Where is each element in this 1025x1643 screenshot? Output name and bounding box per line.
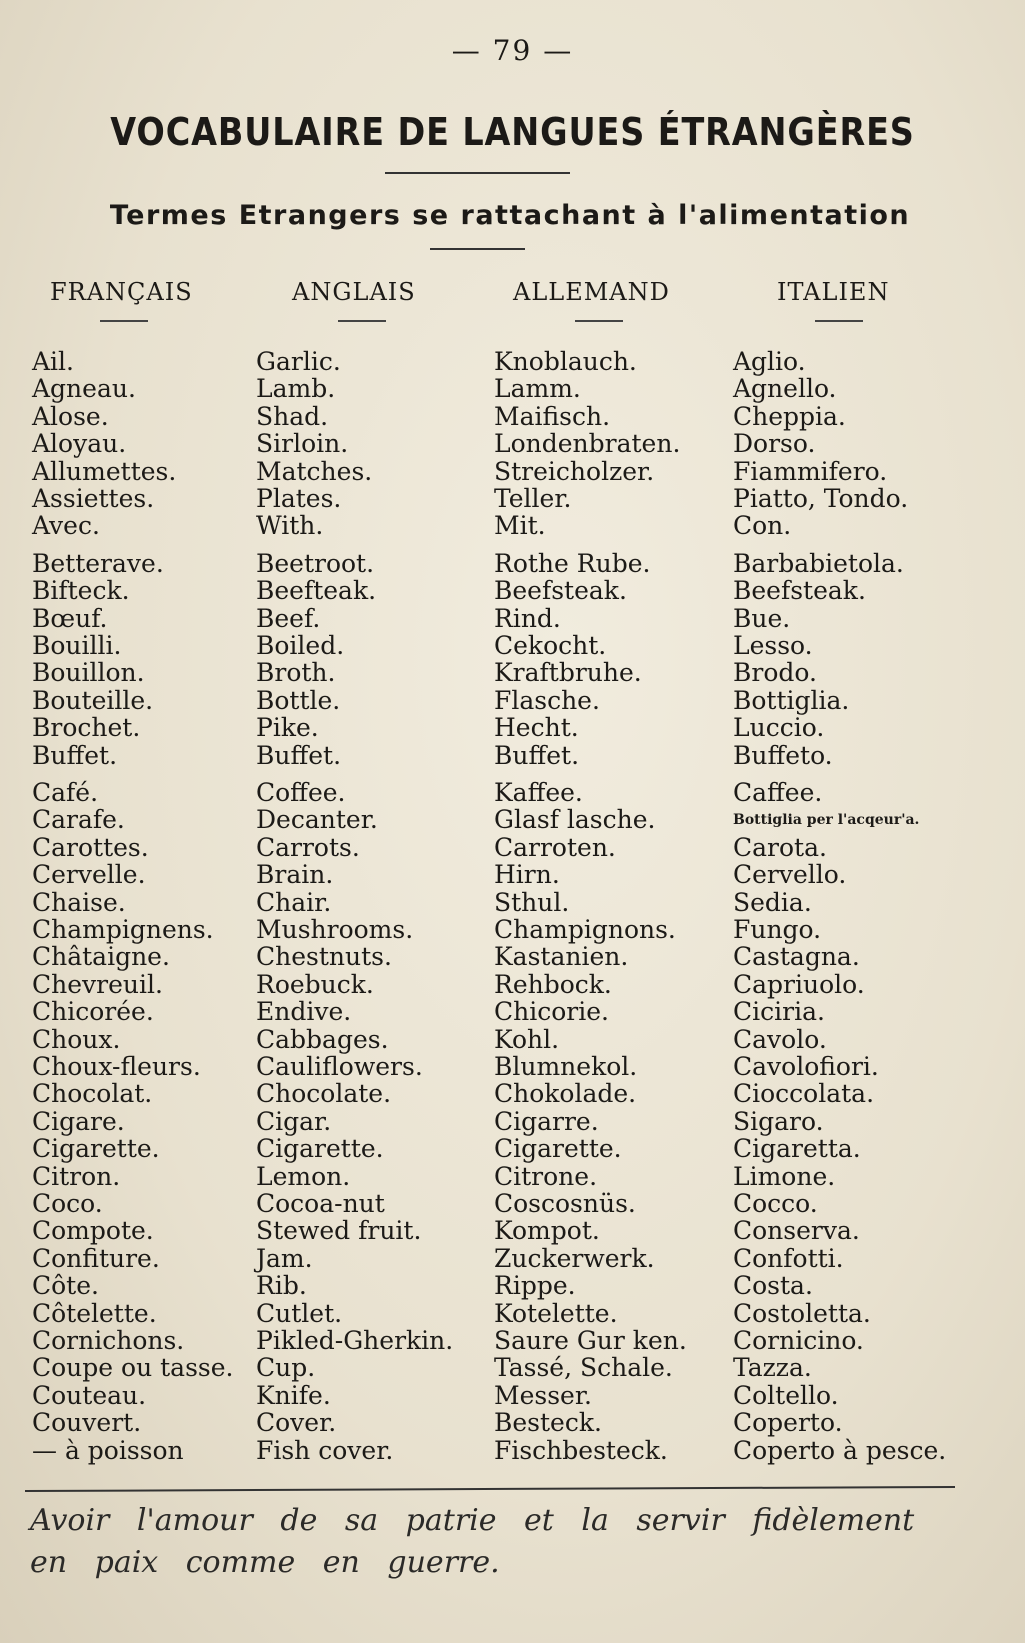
vocab-row: [0, 806, 1025, 834]
vocab-row: [0, 1163, 1025, 1191]
english-term: Cigarette.: [256, 1134, 384, 1164]
german-term: Coscosnüs.: [494, 1189, 636, 1218]
german-term: Rind.: [494, 603, 561, 633]
french-term: Café.: [32, 778, 99, 807]
vocab-row: [0, 1217, 1025, 1245]
french-term: Cervelle.: [32, 860, 146, 890]
german-term: Messer.: [494, 1380, 592, 1410]
german-term: Kastanien.: [494, 942, 629, 972]
french-term: Compote.: [32, 1216, 154, 1246]
french-term: Confiture.: [32, 1243, 160, 1273]
vocab-row: [0, 1354, 1025, 1382]
italian-term: Bottiglia.: [733, 685, 850, 715]
vocab-row: [0, 458, 1025, 486]
french-term: Côte.: [32, 1271, 99, 1301]
german-term: Teller.: [494, 484, 572, 513]
english-term: Brain.: [256, 860, 334, 890]
french-term: Bouilli.: [32, 631, 122, 660]
german-term: Zuckerwerk.: [494, 1243, 655, 1273]
french-term: Cornichons.: [32, 1326, 185, 1355]
german-term: Sthul.: [494, 887, 570, 917]
german-term: Citrone.: [494, 1161, 598, 1191]
french-term: Avec.: [32, 511, 100, 541]
english-term: Pike.: [256, 713, 319, 743]
italian-term: Cioccolata.: [733, 1079, 875, 1109]
vocab-row: [0, 1382, 1025, 1410]
english-term: Plates.: [256, 484, 342, 513]
english-term: Rib.: [256, 1271, 307, 1301]
english-term: Fish cover.: [256, 1435, 394, 1465]
french-term: Alose.: [32, 401, 109, 431]
vocab-row: [0, 1108, 1025, 1136]
vocab-row: [0, 348, 1025, 376]
vocab-row: [0, 1245, 1025, 1273]
vocab-row: [0, 485, 1025, 513]
column-header-allemand: ALLEMAND: [513, 278, 670, 306]
german-term: Rothe Rube.: [494, 548, 651, 578]
vocab-row: [0, 779, 1025, 807]
french-term: Bouteille.: [32, 685, 154, 715]
italian-term: Confotti.: [733, 1243, 844, 1273]
english-term: Lemon.: [256, 1161, 351, 1191]
footer-divider: [25, 1486, 955, 1492]
german-term: Kompot.: [494, 1216, 600, 1246]
italian-term: Tazza.: [733, 1353, 812, 1383]
english-term: Lamb.: [256, 374, 336, 404]
italian-term: Carota.: [733, 832, 827, 862]
german-term: Lamm.: [494, 374, 581, 404]
vocab-row: [0, 403, 1025, 431]
german-term: Kohl.: [494, 1024, 560, 1054]
vocab-row: [0, 512, 1025, 540]
french-term: Chevreuil.: [32, 969, 163, 999]
vocab-row: [0, 1190, 1025, 1218]
french-term: Buffet.: [32, 740, 118, 770]
vocab-row: [0, 834, 1025, 862]
vocab-row: [0, 1272, 1025, 1300]
italian-term: Coperto.: [733, 1408, 843, 1438]
english-term: Broth.: [256, 658, 336, 688]
german-term: Beefsteak.: [494, 576, 627, 606]
english-term: Cabbages.: [256, 1024, 389, 1054]
vocab-row: [0, 605, 1025, 633]
italian-term: Fiammifero.: [733, 456, 888, 486]
italian-term: Ciciria.: [733, 997, 825, 1027]
title-divider: [385, 172, 570, 174]
vocab-row: [0, 714, 1025, 742]
french-term: Brochet.: [32, 713, 141, 743]
english-term: Chocolate.: [256, 1079, 392, 1109]
english-term: Beef.: [256, 603, 321, 633]
french-term: Champignens.: [32, 915, 214, 944]
german-term: Kraftbruhe.: [494, 658, 642, 688]
english-term: Cutlet.: [256, 1298, 343, 1328]
french-term: Agneau.: [32, 374, 136, 404]
italian-term: Brodo.: [733, 658, 817, 688]
column-header-anglais: ANGLAIS: [292, 278, 416, 306]
german-term: Cigarre.: [494, 1106, 599, 1136]
column-header-italien: ITALIEN: [777, 278, 890, 306]
vocab-row: [0, 943, 1025, 971]
italian-term: Cervello.: [733, 860, 847, 890]
italian-term: Coperto à pesce.: [733, 1435, 947, 1465]
italian-term: Sedia.: [733, 887, 812, 917]
english-term: Cigar.: [256, 1106, 332, 1136]
english-term: Knife.: [256, 1380, 331, 1410]
french-term: Couteau.: [32, 1380, 147, 1410]
english-term: Jam.: [256, 1243, 313, 1273]
column-header-francais: FRANÇAIS: [50, 278, 193, 306]
italian-term: Costa.: [733, 1271, 813, 1301]
vocab-row: [0, 632, 1025, 660]
french-term: Chocolat.: [32, 1079, 153, 1109]
vocab-row: [0, 1053, 1025, 1081]
french-term: Couvert.: [32, 1408, 142, 1438]
column-divider: [815, 320, 863, 322]
italian-term: Agnello.: [733, 374, 837, 404]
italian-term: Con.: [733, 511, 792, 541]
vocab-row: [0, 971, 1025, 999]
french-term: Côtelette.: [32, 1298, 157, 1328]
italian-term: Lesso.: [733, 631, 813, 660]
vocab-row: [0, 687, 1025, 715]
italian-term: Coltello.: [733, 1380, 839, 1410]
vocab-row: [0, 1026, 1025, 1054]
german-term: Champignons.: [494, 915, 676, 944]
german-term: Hirn.: [494, 860, 560, 890]
french-term: Coupe ou tasse.: [32, 1353, 234, 1383]
german-term: Chokolade.: [494, 1079, 637, 1109]
german-term: Rehbock.: [494, 969, 612, 999]
french-term: Chicorée.: [32, 997, 154, 1027]
italian-term: Fungo.: [733, 915, 822, 944]
italian-term: Limone.: [733, 1161, 836, 1191]
vocab-row: [0, 861, 1025, 889]
english-term: Pikled-Gherkin.: [256, 1326, 454, 1355]
french-term: Coco.: [32, 1189, 103, 1218]
german-term: Maifisch.: [494, 401, 611, 431]
vocab-row: [0, 1327, 1025, 1355]
vocab-row: [0, 577, 1025, 605]
italian-term: Costoletta.: [733, 1298, 871, 1328]
italian-term: Beefsteak.: [733, 576, 866, 606]
german-term: Tassé, Schale.: [494, 1353, 673, 1383]
english-term: Bottle.: [256, 685, 341, 715]
french-term: Carafe.: [32, 805, 125, 835]
german-term: Glasf lasche.: [494, 805, 656, 835]
italian-term: Aglio.: [733, 347, 806, 376]
vocab-row: [0, 1135, 1025, 1163]
italian-term: Dorso.: [733, 429, 816, 459]
italian-term: Cigaretta.: [733, 1134, 861, 1164]
italian-term: Cocco.: [733, 1189, 818, 1218]
german-term: Chicorie.: [494, 997, 609, 1027]
italian-term: Sigaro.: [733, 1106, 824, 1136]
vocab-row: [0, 916, 1025, 944]
english-term: With.: [256, 511, 324, 541]
vocab-row: [0, 1080, 1025, 1108]
italian-term: Piatto, Tondo.: [733, 484, 909, 513]
english-term: Roebuck.: [256, 969, 374, 999]
french-term: Chaise.: [32, 887, 126, 917]
german-term: Londenbraten.: [494, 429, 681, 459]
vocab-row: [0, 1409, 1025, 1437]
english-term: Cover.: [256, 1408, 337, 1438]
german-term: Streicholzer.: [494, 456, 655, 486]
german-term: Cigarette.: [494, 1134, 622, 1164]
italian-term: Caffee.: [733, 778, 823, 807]
italian-term: Conserva.: [733, 1216, 860, 1246]
english-term: Shad.: [256, 401, 329, 431]
italian-term: Cornicino.: [733, 1326, 864, 1355]
italian-term: Castagna.: [733, 942, 860, 972]
english-term: Boiled.: [256, 631, 345, 660]
vocab-row: [0, 430, 1025, 458]
vocab-row: [0, 375, 1025, 403]
german-term: Besteck.: [494, 1408, 602, 1438]
french-term: Citron.: [32, 1161, 121, 1191]
italian-term: Barbabietola.: [733, 548, 904, 578]
french-term: Assiettes.: [32, 484, 155, 513]
vocab-row: [0, 1437, 1025, 1465]
german-term: Mit.: [494, 511, 546, 541]
page-subtitle: Termes Etrangers se rattachant à l'alimentation: [109, 200, 911, 231]
italian-term: Capriuolo.: [733, 969, 865, 999]
german-term: Knoblauch.: [494, 347, 637, 376]
italian-term: Luccio.: [733, 713, 825, 743]
german-term: Blumnekol.: [494, 1052, 638, 1081]
german-term: Fischbesteck.: [494, 1435, 668, 1465]
italian-term: Bue.: [733, 603, 791, 633]
french-term: Cigare.: [32, 1106, 125, 1136]
english-term: Matches.: [256, 456, 373, 486]
english-term: Cocoa-nut: [256, 1189, 385, 1218]
french-term: Betterave.: [32, 548, 164, 578]
german-term: Cekocht.: [494, 631, 607, 660]
english-term: Mushrooms.: [256, 915, 414, 944]
german-term: Flasche.: [494, 685, 600, 715]
french-term: Allumettes.: [32, 456, 177, 486]
english-term: Buffet.: [256, 740, 342, 770]
french-term: — à poisson: [32, 1435, 184, 1465]
french-term: Carottes.: [32, 832, 149, 862]
french-term: Châtaigne.: [32, 942, 170, 972]
german-term: Buffet.: [494, 740, 580, 770]
french-term: Choux.: [32, 1024, 121, 1054]
french-term: Bifteck.: [32, 576, 130, 606]
german-term: Hecht.: [494, 713, 579, 743]
italian-term: Bottiglia per l'acqeur'a.: [733, 812, 920, 829]
french-term: Bouillon.: [32, 658, 145, 688]
english-term: Endive.: [256, 997, 352, 1027]
italian-term: Cheppia.: [733, 401, 846, 431]
english-term: Cauliflowers.: [256, 1052, 423, 1081]
french-term: Ail.: [32, 347, 74, 376]
german-term: Rippe.: [494, 1271, 576, 1301]
subtitle-divider: [430, 248, 525, 250]
italian-term: Cavolo.: [733, 1024, 827, 1054]
english-term: Sirloin.: [256, 429, 349, 459]
english-term: Beetroot.: [256, 548, 375, 578]
vocab-row: [0, 889, 1025, 917]
italian-term: Cavolofiori.: [733, 1052, 879, 1081]
french-term: Choux-fleurs.: [32, 1052, 201, 1081]
french-term: Cigarette.: [32, 1134, 160, 1164]
german-term: Kotelette.: [494, 1298, 618, 1328]
english-term: Beefteak.: [256, 576, 377, 606]
english-term: Stewed fruit.: [256, 1216, 422, 1246]
column-divider: [100, 320, 148, 322]
footer-motto: Avoir l'amour de sa patrie et la servir fidèlement en paix comme en guerre.: [30, 1503, 915, 1580]
english-term: Garlic.: [256, 347, 341, 376]
french-term: Aloyau.: [32, 429, 127, 459]
vocab-row: [0, 1300, 1025, 1328]
german-term: Saure Gur ken.: [494, 1326, 687, 1355]
english-term: Carrots.: [256, 832, 360, 862]
german-term: Kaffee.: [494, 778, 583, 807]
english-term: Cup.: [256, 1353, 316, 1383]
english-term: Decanter.: [256, 805, 378, 835]
english-term: Coffee.: [256, 778, 346, 807]
vocab-row: [0, 659, 1025, 687]
english-term: Chair.: [256, 887, 332, 917]
page-title: VOCABULAIRE DE LANGUES ÉTRANGÈRES: [110, 110, 915, 154]
column-divider: [338, 320, 386, 322]
column-divider: [575, 320, 623, 322]
vocab-row: [0, 742, 1025, 770]
english-term: Chestnuts.: [256, 942, 392, 972]
italian-term: Buffeto.: [733, 740, 833, 770]
vocab-row: [0, 550, 1025, 578]
german-term: Carroten.: [494, 832, 616, 862]
page-number: — 79 —: [451, 34, 574, 67]
french-term: Bœuf.: [32, 603, 108, 633]
vocab-row: [0, 998, 1025, 1026]
